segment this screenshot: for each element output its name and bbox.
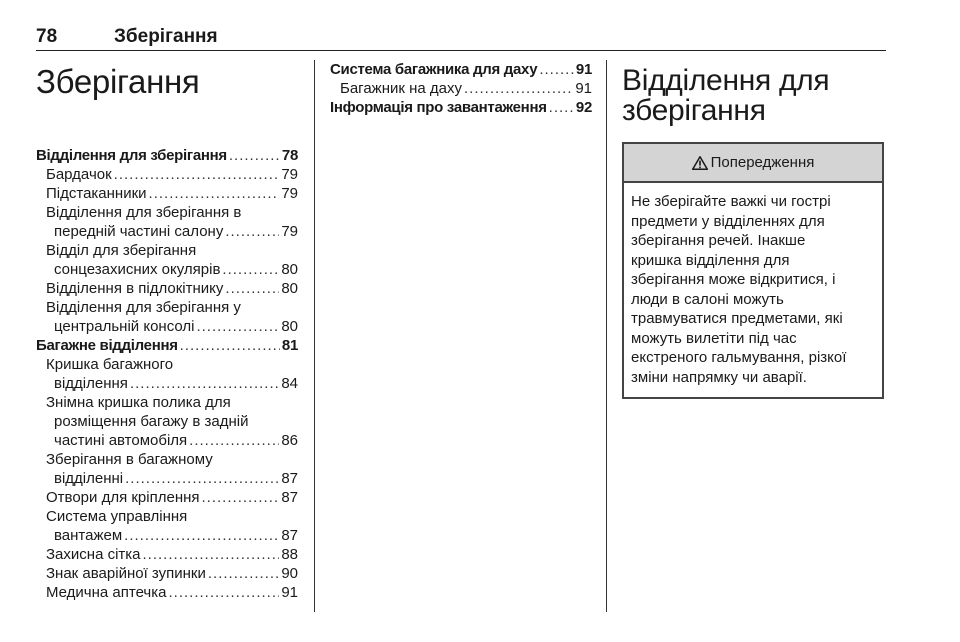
- toc-entry-text: Підстаканники: [46, 185, 147, 202]
- page-number: 78: [36, 26, 58, 47]
- toc-entry[interactable]: [36, 393, 298, 450]
- section-title: [622, 60, 884, 138]
- toc-entry-text: Зберігання в багажному: [46, 451, 213, 468]
- toc-entry[interactable]: [36, 336, 298, 355]
- toc-entry-text: Багажник на даху: [340, 80, 462, 97]
- warning-text-line: зберігання речей. Інакше: [631, 232, 806, 249]
- toc-page-number: 78: [281, 147, 298, 164]
- toc-leader-dots: [539, 60, 574, 79]
- toc-entry-text: Захисна сітка: [46, 546, 141, 563]
- toc-leader-dots: [464, 79, 573, 98]
- table-of-contents: [36, 146, 298, 602]
- toc-page-number: 91: [281, 584, 298, 601]
- section-column: [622, 60, 884, 399]
- chapter-title: Зберігання: [36, 63, 200, 100]
- toc-leader-dots: [143, 545, 280, 564]
- toc-page-number: 79: [281, 166, 298, 183]
- warning-title: Попередження: [710, 154, 815, 171]
- toc-entry[interactable]: [36, 146, 298, 165]
- toc-entry-text: центральній консолі: [54, 318, 195, 335]
- warning-text-line: зміни напрямку чи аварії.: [631, 368, 807, 386]
- section-title-line: Відділення для: [622, 64, 830, 97]
- toc-leader-dots: [229, 146, 280, 165]
- toc-entry[interactable]: [36, 488, 298, 507]
- toc-entry-text: вантажем: [54, 527, 123, 544]
- toc-page-number: 92: [575, 99, 592, 116]
- toc-page-number: 81: [281, 337, 298, 354]
- toc-page-number: 87: [281, 489, 298, 506]
- toc-page-number: 84: [281, 375, 298, 392]
- toc-entry-text: Відділення для зберігання у: [46, 299, 241, 316]
- toc-entry[interactable]: [36, 165, 298, 184]
- toc-leader-dots: [196, 317, 279, 336]
- warning-box: [622, 142, 884, 399]
- toc-leader-dots: [225, 222, 279, 241]
- toc-entry-text: сонцезахисних окулярів: [54, 261, 221, 278]
- toc-entry-text: Отвори для кріплення: [46, 489, 200, 506]
- toc-entry[interactable]: [330, 60, 592, 79]
- toc-page-number: 87: [281, 527, 298, 544]
- warning-text-line: травмуватися предметами, які: [631, 310, 843, 327]
- warning-text-line: Не зберігайте важкі чи гострі: [631, 193, 831, 210]
- column-divider-2: [606, 60, 607, 612]
- toc-entry-text: передній частині салону: [54, 223, 224, 240]
- toc-leader-dots: [114, 165, 280, 184]
- warning-text-line: зберігання може відкритися, і: [631, 271, 836, 288]
- toc-page-number: 91: [575, 80, 592, 97]
- toc-entry-text: Багажне відділення: [36, 337, 178, 354]
- table-of-contents-continued: [330, 60, 592, 117]
- toc-leader-dots: [549, 98, 574, 117]
- toc-entry-text: відділення: [54, 375, 128, 392]
- toc-entry-text: Медична аптечка: [46, 584, 167, 601]
- toc-entry-text: Інформація про завантаження: [330, 99, 547, 116]
- toc-leader-dots: [124, 526, 279, 545]
- warning-triangle-icon: [692, 156, 708, 170]
- warning-header: [624, 144, 882, 183]
- toc-page-number: 91: [575, 61, 592, 78]
- toc-entry[interactable]: [36, 545, 298, 564]
- warning-text-line: предмети у відділеннях для: [631, 212, 825, 230]
- toc-entry[interactable]: [330, 79, 592, 98]
- toc-column-2: [330, 60, 592, 117]
- toc-entry-text: розміщення багажу в задній: [54, 413, 249, 430]
- toc-page-number: 87: [281, 470, 298, 487]
- toc-entry[interactable]: [36, 203, 298, 241]
- toc-entry-text: Кришка багажного: [46, 356, 174, 373]
- toc-entry-text: частині автомобіля: [54, 432, 188, 449]
- toc-entry[interactable]: [36, 583, 298, 602]
- toc-page-number: 80: [281, 318, 298, 335]
- toc-leader-dots: [189, 431, 279, 450]
- toc-page-number: 88: [281, 546, 298, 563]
- toc-entry-text: Система багажника для даху: [330, 61, 538, 78]
- warning-text-line: кришка відділення для: [631, 251, 790, 269]
- toc-column-1: [36, 60, 298, 602]
- toc-leader-dots: [225, 279, 279, 298]
- toc-leader-dots: [202, 488, 280, 507]
- toc-leader-dots: [149, 184, 280, 203]
- toc-entry-text: Відділення для зберігання в: [46, 204, 242, 221]
- toc-entry[interactable]: [36, 507, 298, 545]
- warning-text-line: люди в салоні можуть: [631, 290, 784, 308]
- toc-leader-dots: [125, 469, 279, 488]
- toc-entry-text: Система управління: [46, 508, 188, 525]
- running-header-title: Зберігання: [114, 26, 218, 47]
- toc-entry-text: Відділення в підлокітнику: [46, 280, 224, 297]
- toc-entry-text: Бардачок: [46, 166, 112, 183]
- toc-entry[interactable]: [36, 241, 298, 279]
- toc-leader-dots: [208, 564, 279, 583]
- toc-leader-dots: [168, 583, 279, 602]
- toc-leader-dots: [130, 374, 279, 393]
- toc-page-number: 86: [281, 432, 298, 449]
- toc-entry[interactable]: [36, 279, 298, 298]
- toc-leader-dots: [180, 336, 280, 355]
- toc-entry[interactable]: [36, 298, 298, 336]
- toc-page-number: 80: [281, 280, 298, 297]
- warning-text-line: можуть вилетіти під час: [631, 329, 797, 347]
- toc-entry-text: відділенні: [54, 470, 124, 487]
- toc-entry-text: Відділення для зберігання: [36, 147, 227, 164]
- warning-body: [624, 183, 882, 397]
- toc-entry[interactable]: [36, 184, 298, 203]
- toc-entry[interactable]: [36, 355, 298, 393]
- column-divider-1: [314, 60, 315, 612]
- warning-text-line: екстреного гальмування, різкої: [631, 349, 847, 366]
- toc-entry[interactable]: [330, 98, 592, 117]
- toc-page-number: 90: [281, 565, 298, 582]
- toc-leader-dots: [222, 260, 279, 279]
- section-title-line: зберігання: [622, 94, 766, 127]
- toc-page-number: 79: [281, 223, 298, 240]
- page-header: [36, 24, 886, 51]
- toc-entry-text: Знімна кришка полика для: [46, 394, 231, 411]
- toc-entry[interactable]: [36, 450, 298, 488]
- toc-entry-text: Відділ для зберігання: [46, 242, 197, 259]
- toc-page-number: 80: [281, 261, 298, 278]
- toc-entry-text: Знак аварійної зупинки: [46, 565, 206, 582]
- toc-page-number: 79: [281, 185, 298, 202]
- toc-entry[interactable]: [36, 564, 298, 583]
